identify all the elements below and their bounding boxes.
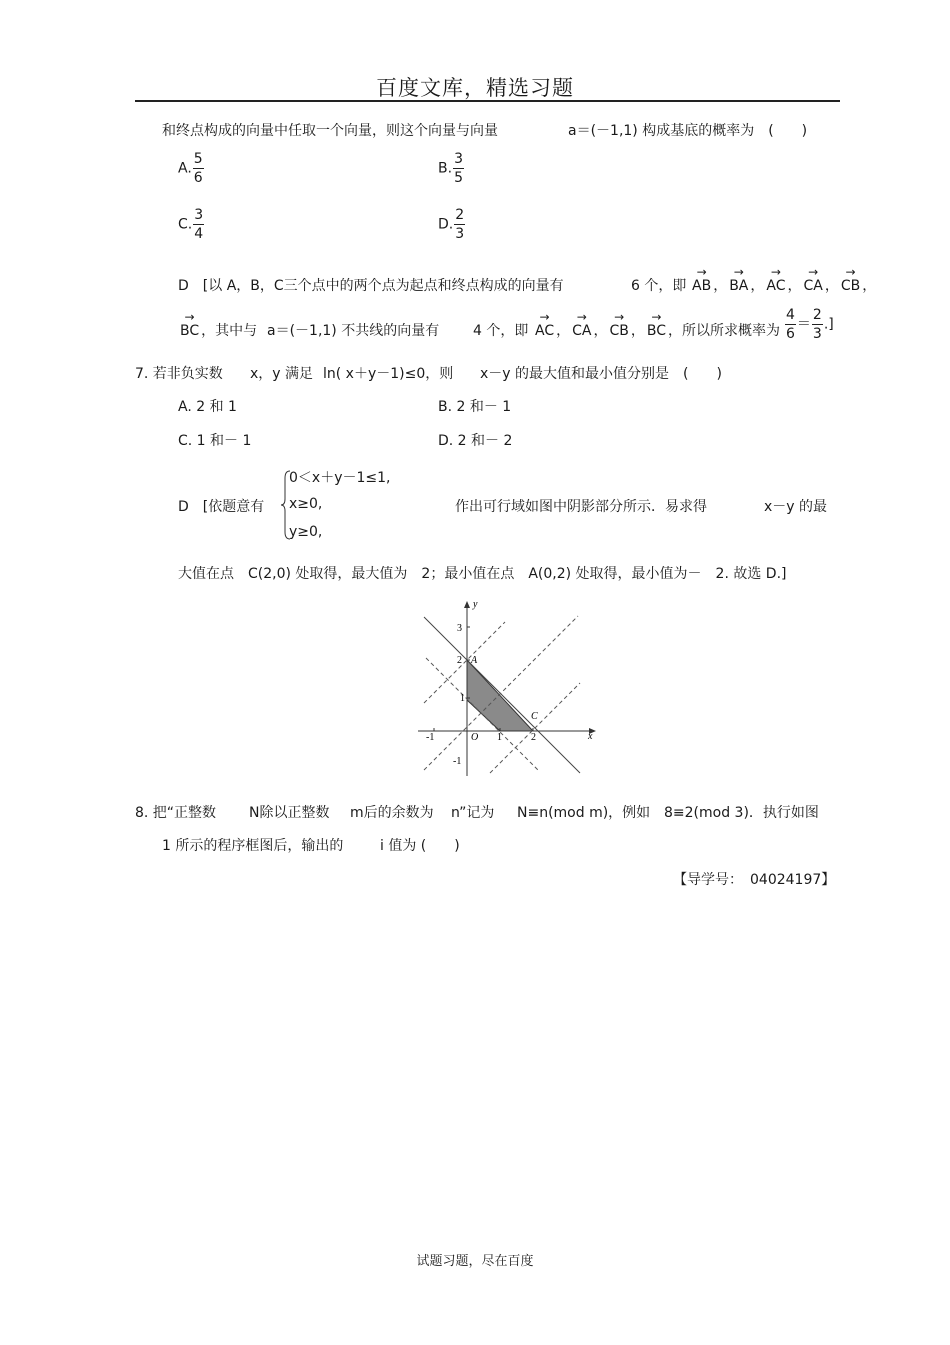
q8-line2-a: 1 所示的程序框图后，输出的	[162, 838, 344, 854]
q6-solution-line2	[178, 320, 257, 340]
q6-solution-text-f: ，所以所求概率为	[668, 323, 780, 339]
q6-option-c	[178, 208, 205, 241]
q6-solution-text-c: ，其中与	[201, 323, 258, 339]
q6-solution-line1-a: D [以 A，B，C三个点中的两个点为起点和终点构成的向量有	[178, 278, 564, 294]
q6-stem-part-a: 和终点构成的向量中任取一个向量，则这个向量与向量	[162, 123, 498, 139]
vector-bc: → BC	[647, 323, 666, 339]
q6-probability	[784, 308, 834, 341]
page-footer: 试题习题，尽在百度	[416, 1254, 534, 1269]
q7-solution-c: x－y 的最	[764, 499, 828, 515]
y-axis-arrow	[464, 601, 470, 608]
q6-option-d	[438, 208, 466, 241]
vector-ac: → AC	[766, 278, 785, 294]
q8-line1-c: m后的余数为	[350, 805, 434, 821]
fraction-denominator: 4	[194, 226, 204, 242]
q7-solution-b: 作出可行域如图中阴影部分所示．易求得	[455, 499, 707, 515]
q6-vector-list-all: → AB ，→ BA ，→ AC ，→ CA ，→ CB ，	[690, 275, 876, 295]
fraction-numerator: 3	[454, 151, 463, 167]
option-fraction	[454, 208, 465, 241]
q6-solution-text-e: 4 个，即	[473, 323, 529, 339]
option-label: A.	[178, 160, 192, 177]
point-c-label: C	[531, 711, 538, 722]
equals-sign: ＝	[796, 316, 811, 333]
option-fraction	[453, 152, 464, 185]
option-fraction	[193, 152, 204, 185]
system-line-2: x≥0,	[289, 496, 323, 512]
fraction-numerator: 5	[193, 151, 203, 167]
fraction-numerator: 2	[812, 307, 822, 323]
y-tick-label-3: 3	[457, 623, 462, 634]
probability-fraction-2	[812, 308, 823, 341]
q7-option-b: B. 2 和－ 1	[438, 399, 512, 415]
q7-option-c: C. 1 和－ 1	[178, 433, 252, 449]
feasible-region-graph	[400, 595, 610, 780]
probability-fraction-1	[785, 308, 796, 341]
fraction-numerator: 2	[455, 207, 465, 223]
x-tick-label-1: 1	[497, 732, 502, 743]
q7-solution-a: D [依题意有	[178, 499, 265, 515]
q8-line1-d: n”记为	[451, 805, 495, 821]
fraction-denominator: 5	[454, 170, 463, 186]
x-tick-label-2: 2	[531, 732, 536, 743]
q7-stem-b: x，y 满足	[250, 366, 314, 382]
fraction-denominator: 6	[193, 170, 203, 186]
fraction-denominator: 3	[455, 226, 465, 242]
header-divider	[135, 100, 840, 102]
vector-ca: → CA	[803, 278, 822, 294]
option-label: C.	[178, 216, 193, 233]
y-tick-label-1: 1	[460, 693, 465, 704]
q6-solution-text-d: a＝(－1,1) 不共线的向量有	[267, 323, 440, 339]
q8-line2-b: i 值为 ( )	[380, 838, 460, 854]
fraction-denominator: 3	[812, 326, 822, 342]
option-label: D.	[438, 216, 454, 233]
q8-line1-f: 8≡2(mod 3)．执行如图	[664, 805, 819, 821]
origin-label: O	[471, 732, 479, 743]
dashed-line-x-minus-y-eq-0	[424, 616, 578, 770]
fraction-numerator: 3	[194, 207, 204, 223]
q8-line1-b: N除以正整数	[249, 805, 330, 821]
vector-ba: → BA	[729, 278, 748, 294]
solution-end-bracket: .]	[823, 316, 834, 333]
q7-option-d: D. 2 和－ 2	[438, 433, 513, 449]
q7-stem-a: 7. 若非负实数	[135, 366, 223, 382]
vector-cb: → CB	[841, 278, 860, 294]
option-fraction	[193, 208, 204, 241]
fraction-numerator: 4	[786, 307, 795, 323]
q7-stem-c: ln( x＋y－1)≤0，则	[323, 366, 454, 382]
x-axis-label: x	[588, 731, 593, 742]
q8-line1-a: 8. 把“正整数	[135, 805, 217, 821]
q6-solution-line1-b: 6 个，即	[631, 278, 687, 294]
line-x-plus-y-eq-2	[424, 617, 580, 773]
q8-guide-number: 【导学号： 04024197】	[673, 872, 836, 888]
vector-ca: → CA	[572, 323, 591, 339]
vector-ab: → AB	[692, 278, 711, 294]
point-a-label: A	[471, 655, 478, 666]
q6-option-b	[438, 152, 465, 185]
x-tick-label-neg1: -1	[426, 732, 435, 743]
vector-ac: → AC	[535, 323, 554, 339]
system-line-1: 0＜x＋y－1≤1,	[289, 470, 391, 486]
y-tick-label-neg1: -1	[453, 756, 462, 767]
q6-stem-part-b: a＝(－1,1) 构成基底的概率为 ( )	[568, 123, 808, 139]
y-tick-label-2: 2	[457, 655, 462, 666]
q6-vector-list-noncollinear: → AC ，→ CA ，→ CB ，→ BC ，所以所求概率为	[533, 320, 780, 340]
vector-bc: → BC	[180, 323, 199, 339]
option-label: B.	[438, 160, 453, 177]
page-header-title: 百度文库，精选习题	[376, 76, 574, 100]
q7-solution-d: 大值在点 C(2,0) 处取得，最大值为 2；最小值在点 A(0,2) 处取得，最小值为－ 2. 故选 D.]	[178, 566, 787, 582]
q8-line1-e: N≡n(mod m)，例如	[517, 805, 651, 821]
fraction-denominator: 6	[786, 326, 795, 342]
system-line-3: y≥0,	[289, 524, 323, 540]
y-axis-label: y	[473, 599, 478, 610]
q6-option-a	[178, 152, 205, 185]
q7-stem-d: x－y 的最大值和最小值分别是 ( )	[480, 366, 722, 382]
q7-option-a: A. 2 和 1	[178, 399, 237, 415]
vector-cb: → CB	[609, 323, 628, 339]
